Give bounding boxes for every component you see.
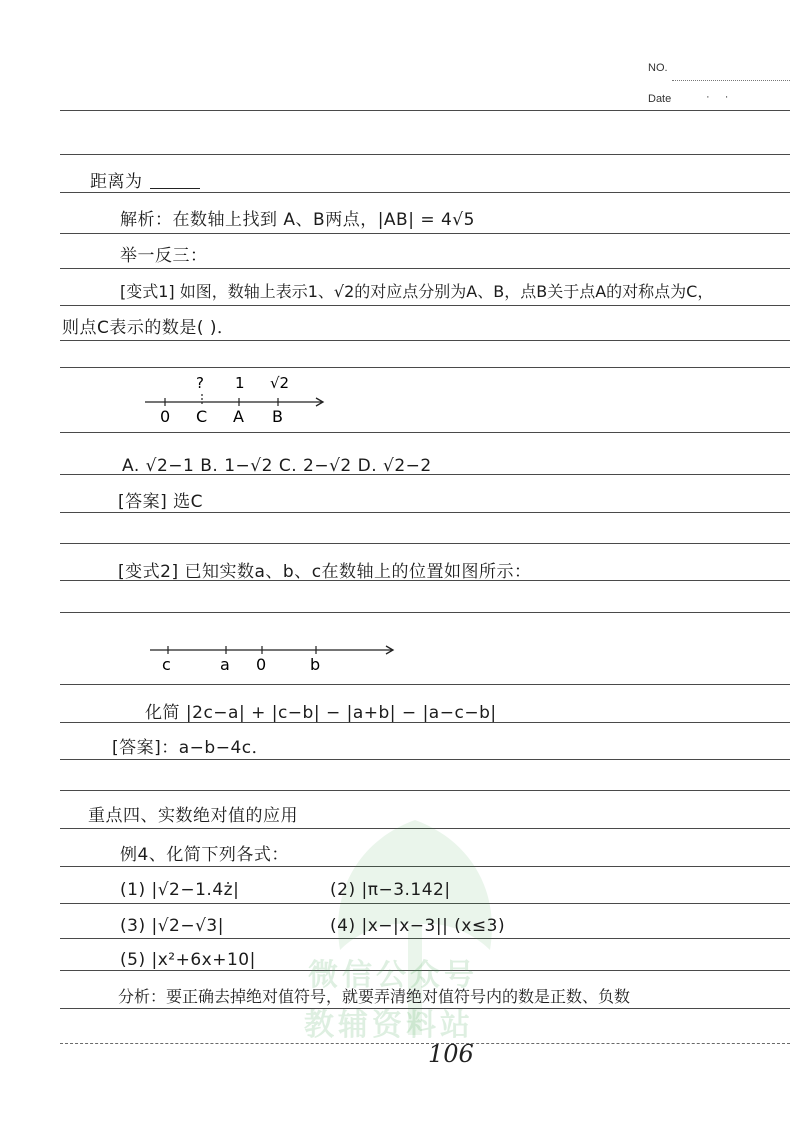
watermark-text-1: 微信公众号 [308,958,478,993]
label-sqrt2: √2 [270,374,290,392]
line-answer2: [答案]：a−b−4c． [112,738,270,758]
item-5: (5) |x²+6x+10| [120,950,256,970]
line-choices: A. √2−1 B. 1−√2 C. 2−√2 D. √2−2 [122,456,432,476]
item-1: (1) |√2−1.4ż| [120,880,240,900]
rule-line [60,340,790,341]
line-analysis: 解析：在数轴上找到 A、B两点，|AB| = 4√5 [120,210,475,230]
rule-line [60,759,790,760]
watermark-text-2: 教辅资料站 [304,1008,474,1043]
item-4: (4) |x−|x−3|| (x≤3) [330,916,506,936]
label-B: B [272,407,283,426]
line-analysis-2: 分析：要正确去掉绝对值符号，就要弄清绝对值符号内的数是正数、负数 [118,987,631,1006]
blank-underline [150,188,200,189]
label-A: A [233,407,244,426]
rule-line [60,684,790,685]
date-dots: · · [706,91,735,103]
no-underline [672,80,790,81]
line-variant1: [变式1] 如图，数轴上表示1、√2的对应点分别为A、B，点B关于点A的对称点为C， [120,282,714,301]
rule-line [60,305,790,306]
item-2: (2) |π−3.142| [330,880,451,900]
line-distance: 距离为 [90,172,143,192]
label-question: ? [196,374,204,392]
label-C: C [196,407,208,426]
label-one: 1 [235,374,245,392]
rule-line [60,543,790,544]
label-0: 0 [160,407,171,426]
label-02: 0 [256,655,267,674]
line-extension: 举一反三： [120,246,208,266]
rule-line [60,367,790,368]
line-variant1-question: 则点C表示的数是( )． [62,318,235,338]
no-label: NO. [648,62,668,74]
item-3: (3) |√2−√3| [120,916,224,936]
label-a2: a [220,655,230,674]
line-variant2: [变式2] 已知实数a、b、c在数轴上的位置如图所示： [118,562,532,582]
rule-line [60,790,790,791]
line-example4: 例4、化简下列各式： [120,845,289,865]
number-line-2 [150,638,410,678]
rule-line [60,192,790,193]
label-c2: c [162,655,171,674]
rule-line [60,432,790,433]
number-line-1 [140,370,340,430]
line-simplify: 化简 |2c−a| + |c−b| − |a+b| − |a−c−b| [145,703,497,723]
rule-line [60,154,790,155]
section-heading: 重点四、实数绝对值的应用 [88,806,298,826]
rule-line [60,110,790,111]
label-b2: b [310,655,321,674]
rule-line [60,268,790,269]
date-label: Date [648,93,672,105]
rule-line [60,233,790,234]
rule-line [60,512,790,513]
line-answer1: [答案] 选C [118,492,204,512]
rule-line [60,612,790,613]
page-number: 106 [428,1040,474,1068]
